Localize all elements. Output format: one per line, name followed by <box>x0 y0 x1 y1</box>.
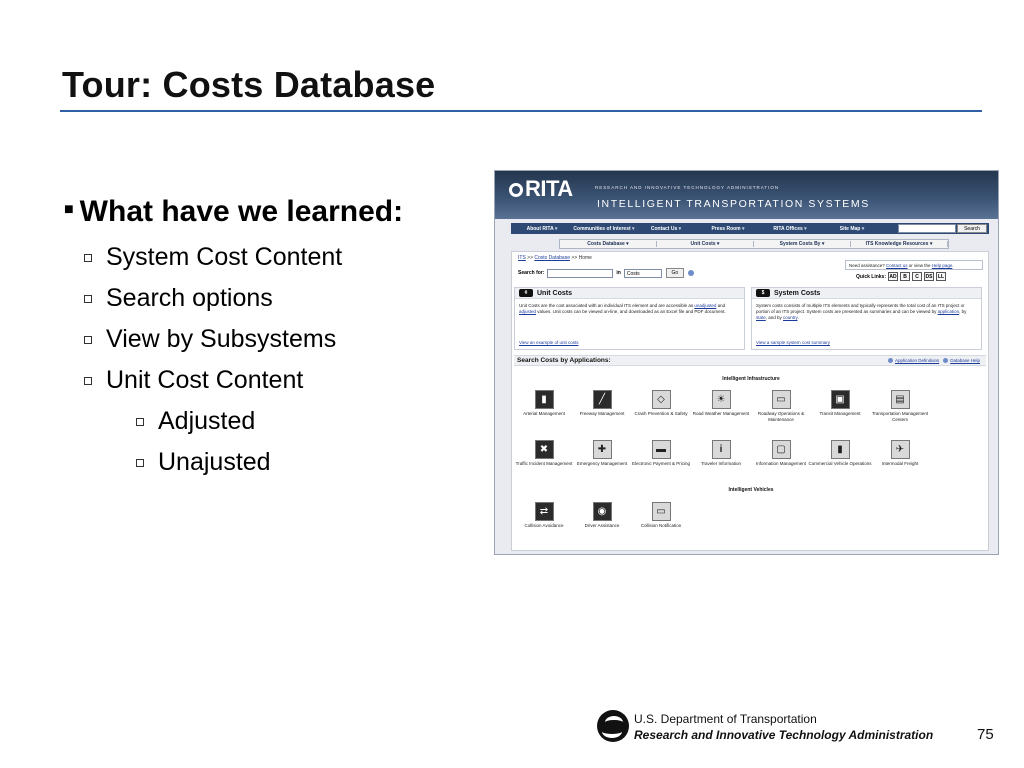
subsub-bullet-text: Adjusted <box>158 407 256 435</box>
app-label: Crash Prevention & Safety <box>634 411 688 416</box>
desc-text: Unit Costs are the cost associated with an individual ITS element and are accessible as <box>519 303 695 308</box>
quick-link-ad[interactable]: AD <box>889 274 897 280</box>
app-collision-notification[interactable] <box>629 502 693 529</box>
secondary-nav <box>559 239 949 249</box>
database-help-link[interactable]: Database Help <box>950 358 980 363</box>
cost-search-bar <box>518 268 694 278</box>
freeway-icon: ╱ <box>593 390 612 409</box>
app-label: Collision Notification <box>640 523 682 528</box>
subsub-bullet <box>64 442 403 483</box>
sub-bullet-text: View by Subsystems <box>106 325 337 353</box>
sub-bullet <box>64 360 403 401</box>
app-freeway-management[interactable] <box>570 390 634 417</box>
unit-costs-panel <box>514 287 745 350</box>
app-label: Arterial Management <box>523 411 565 416</box>
unit-costs-example-link[interactable]: View an example of unit costs <box>519 340 579 345</box>
nav-system-costs-by[interactable]: System Costs By ▾ <box>754 241 851 247</box>
unit-costs-description <box>515 299 744 315</box>
breadcrumb-its[interactable]: ITS <box>518 255 526 261</box>
bus-icon: ▣ <box>831 390 850 409</box>
hollow-square-icon <box>84 254 92 262</box>
info-icon: i <box>712 440 731 459</box>
help-page-link[interactable]: Help page <box>931 263 953 268</box>
app-label: Information Management <box>755 461 807 466</box>
app-crash-prevention[interactable] <box>629 390 693 417</box>
system-costs-title: System Costs <box>774 289 821 297</box>
bullet-main <box>64 195 403 229</box>
quick-links <box>856 272 946 281</box>
app-label: Transportation Management Centers <box>871 411 929 422</box>
work-zone-sign-icon: ▭ <box>772 390 791 409</box>
app-emergency-management[interactable] <box>570 440 634 467</box>
in-label: in <box>616 270 621 276</box>
assistance-note <box>845 260 983 270</box>
bullet-list <box>64 195 403 483</box>
app-transit-management[interactable] <box>808 390 872 417</box>
contact-us-link[interactable]: Contact us <box>886 263 908 268</box>
desc-text: and <box>716 303 726 308</box>
help-icon <box>888 358 893 363</box>
quick-link-c[interactable]: C <box>912 272 922 281</box>
app-label: Traveler Information <box>700 461 742 466</box>
desc-text: , and by <box>765 315 784 320</box>
unit-costs-header <box>515 288 744 299</box>
nav-press-room[interactable]: Press Room ▾ <box>697 226 759 232</box>
applications-header <box>514 355 986 366</box>
quick-link-ll[interactable]: LL <box>937 274 945 280</box>
breadcrumb-separator: >> <box>525 255 535 261</box>
app-arterial-management[interactable] <box>512 390 576 417</box>
search-for-input[interactable] <box>547 269 613 278</box>
app-driver-assistance[interactable] <box>570 502 634 529</box>
application-link[interactable]: application <box>937 309 960 314</box>
app-electronic-payment[interactable] <box>629 440 693 467</box>
warning-sign-icon: ◇ <box>652 390 671 409</box>
sub-bullet <box>64 319 403 360</box>
car-notify-icon: ▭ <box>652 502 671 521</box>
quick-link-ds[interactable]: DS <box>925 274 933 280</box>
subsub-bullet-text: Unajusted <box>158 448 271 476</box>
system-costs-description <box>752 299 981 321</box>
truck-icon: ▮ <box>831 440 850 459</box>
freight-icon: ✈ <box>891 440 910 459</box>
ambulance-icon: ✚ <box>593 440 612 459</box>
app-label: Freeway Management <box>579 411 625 416</box>
help-icon[interactable] <box>688 270 694 276</box>
search-scope-select[interactable]: Costs <box>624 269 662 278</box>
breadcrumb <box>518 255 592 261</box>
control-center-icon: ▤ <box>891 390 910 409</box>
dot-logo-icon <box>597 710 629 742</box>
section-intelligent-vehicles: Intelligent Vehicles <box>728 487 774 493</box>
desc-text: . <box>797 315 799 320</box>
section-intelligent-infrastructure: Intelligent Infrastructure <box>722 376 780 382</box>
hollow-square-icon <box>136 459 144 467</box>
app-label: Intermodal Freight <box>881 461 919 466</box>
desc-text: , by <box>959 309 967 314</box>
nav-costs-database[interactable]: Costs Database ▾ <box>560 241 657 247</box>
nav-unit-costs[interactable]: Unit Costs ▾ <box>657 241 754 247</box>
sub-bullet-text: Search options <box>106 284 273 312</box>
app-collision-avoidance[interactable] <box>512 502 576 529</box>
rita-logo[interactable] <box>509 176 573 202</box>
system-costs-panel <box>751 287 982 350</box>
page-content <box>511 251 989 551</box>
app-label: Driver Assistance <box>584 523 620 528</box>
system-costs-example-link[interactable]: View a sample system cost summary <box>756 340 830 345</box>
computer-icon: ▢ <box>772 440 791 459</box>
app-label: Commercial Vehicle Operations <box>808 461 872 466</box>
app-information-management[interactable] <box>749 440 813 467</box>
assist-text: . <box>952 263 954 268</box>
sub-bullet <box>64 237 403 278</box>
application-definitions-link[interactable]: Application Definitions <box>894 358 940 363</box>
sub-bullet-text: Unit Cost Content <box>106 366 304 394</box>
collision-icon: ⇄ <box>535 502 554 521</box>
website-screenshot <box>494 170 999 555</box>
app-label: Electronic Payment & Pricing <box>631 461 691 466</box>
desc-text: values. Unit costs can be viewed on-line, and downloaded as an Excel file and PDF document. <box>536 309 726 314</box>
desc-text: System costs consists of multiple ITS elements and typically represents the total cost of an ITS project or portion of an ITS project. System costs are presented as summaries and can be viewed by <box>756 303 965 314</box>
country-link[interactable]: country <box>783 315 798 320</box>
help-icon <box>943 358 948 363</box>
site-banner <box>495 171 999 219</box>
applications-title: Search Costs by Applications: <box>517 357 611 364</box>
unadjusted-link[interactable]: unadjusted <box>694 303 717 308</box>
footer-department: U.S. Department of Transportation <box>634 712 817 726</box>
app-label: Traffic Incident Management <box>515 461 573 466</box>
app-traffic-incident[interactable] <box>512 440 576 467</box>
cents-icon: ¢ <box>519 289 533 297</box>
nav-contact-us[interactable]: Contact Us ▾ <box>635 226 697 232</box>
breadcrumb-costs-database[interactable]: Costs Database <box>534 255 570 261</box>
state-link[interactable]: state <box>756 315 766 320</box>
applications-links <box>884 358 980 363</box>
breadcrumb-home: >> Home <box>569 255 592 261</box>
nav-knowledge-resources[interactable]: ITS Knowledge Resources ▾ <box>851 241 948 247</box>
hollow-square-icon <box>84 377 92 385</box>
sub-bullet-text: System Cost Content <box>106 243 343 271</box>
app-roadway-operations[interactable] <box>749 390 813 422</box>
rita-logo-text: RITA <box>525 176 573 201</box>
adjusted-link[interactable]: adjusted <box>519 309 537 314</box>
app-road-weather[interactable] <box>689 390 753 417</box>
subsub-bullet <box>64 401 403 442</box>
app-label: Collision Avoidance <box>524 523 564 528</box>
square-bullet-icon: ■ <box>64 201 74 218</box>
quick-link-b[interactable]: B <box>900 272 910 281</box>
hollow-square-icon <box>84 336 92 344</box>
site-search-button[interactable]: Search <box>957 224 987 233</box>
agency-name: RESEARCH AND INNOVATIVE TECHNOLOGY ADMINISTRATION <box>595 185 780 190</box>
assist-text: or view the <box>907 263 932 268</box>
site-title: INTELLIGENT TRANSPORTATION SYSTEMS <box>597 198 870 210</box>
site-search-input[interactable] <box>898 224 956 233</box>
title-divider <box>60 110 982 112</box>
hollow-square-icon <box>136 418 144 426</box>
slide-title: Tour: Costs Database <box>62 64 436 105</box>
nav-rita-offices[interactable]: RITA Offices ▾ <box>759 226 821 232</box>
quick-links-label: Quick Links: <box>856 273 887 280</box>
sun-icon: ☀ <box>712 390 731 409</box>
footer-administration: Research and Innovative Technology Administration <box>634 728 934 742</box>
nav-site-map[interactable]: Site Map ▾ <box>821 226 883 232</box>
nav-about-rita[interactable]: About RITA ▾ <box>511 226 573 232</box>
sub-bullet <box>64 278 403 319</box>
dollar-icon: $ <box>756 289 770 297</box>
bullet-main-text: What have we learned: <box>79 195 404 228</box>
app-label: Road Weather Management <box>692 411 750 416</box>
traffic-signal-icon: ▮ <box>535 390 554 409</box>
app-intermodal-freight[interactable] <box>868 440 932 467</box>
app-label: Roadway Operations & Maintenance <box>757 411 805 422</box>
unit-costs-title: Unit Costs <box>537 289 572 297</box>
app-transportation-management-centers[interactable] <box>868 390 932 422</box>
rita-logo-icon <box>509 183 523 197</box>
assist-text: Need assistance? <box>849 263 887 268</box>
app-traveler-information[interactable] <box>689 440 753 467</box>
toll-card-icon: ▬ <box>652 440 671 459</box>
app-label: Transit Management <box>819 411 861 416</box>
app-commercial-vehicle[interactable] <box>808 440 872 467</box>
app-label: Emergency Management <box>576 461 628 466</box>
dashboard-icon: ◉ <box>593 502 612 521</box>
system-costs-header <box>752 288 981 299</box>
nav-communities[interactable]: Communities of Interest ▾ <box>573 226 635 232</box>
search-for-label: Search for: <box>518 270 545 276</box>
crash-icon: ✖ <box>535 440 554 459</box>
go-button[interactable]: Go <box>666 268 684 278</box>
hollow-square-icon <box>84 295 92 303</box>
page-number: 75 <box>977 726 994 743</box>
